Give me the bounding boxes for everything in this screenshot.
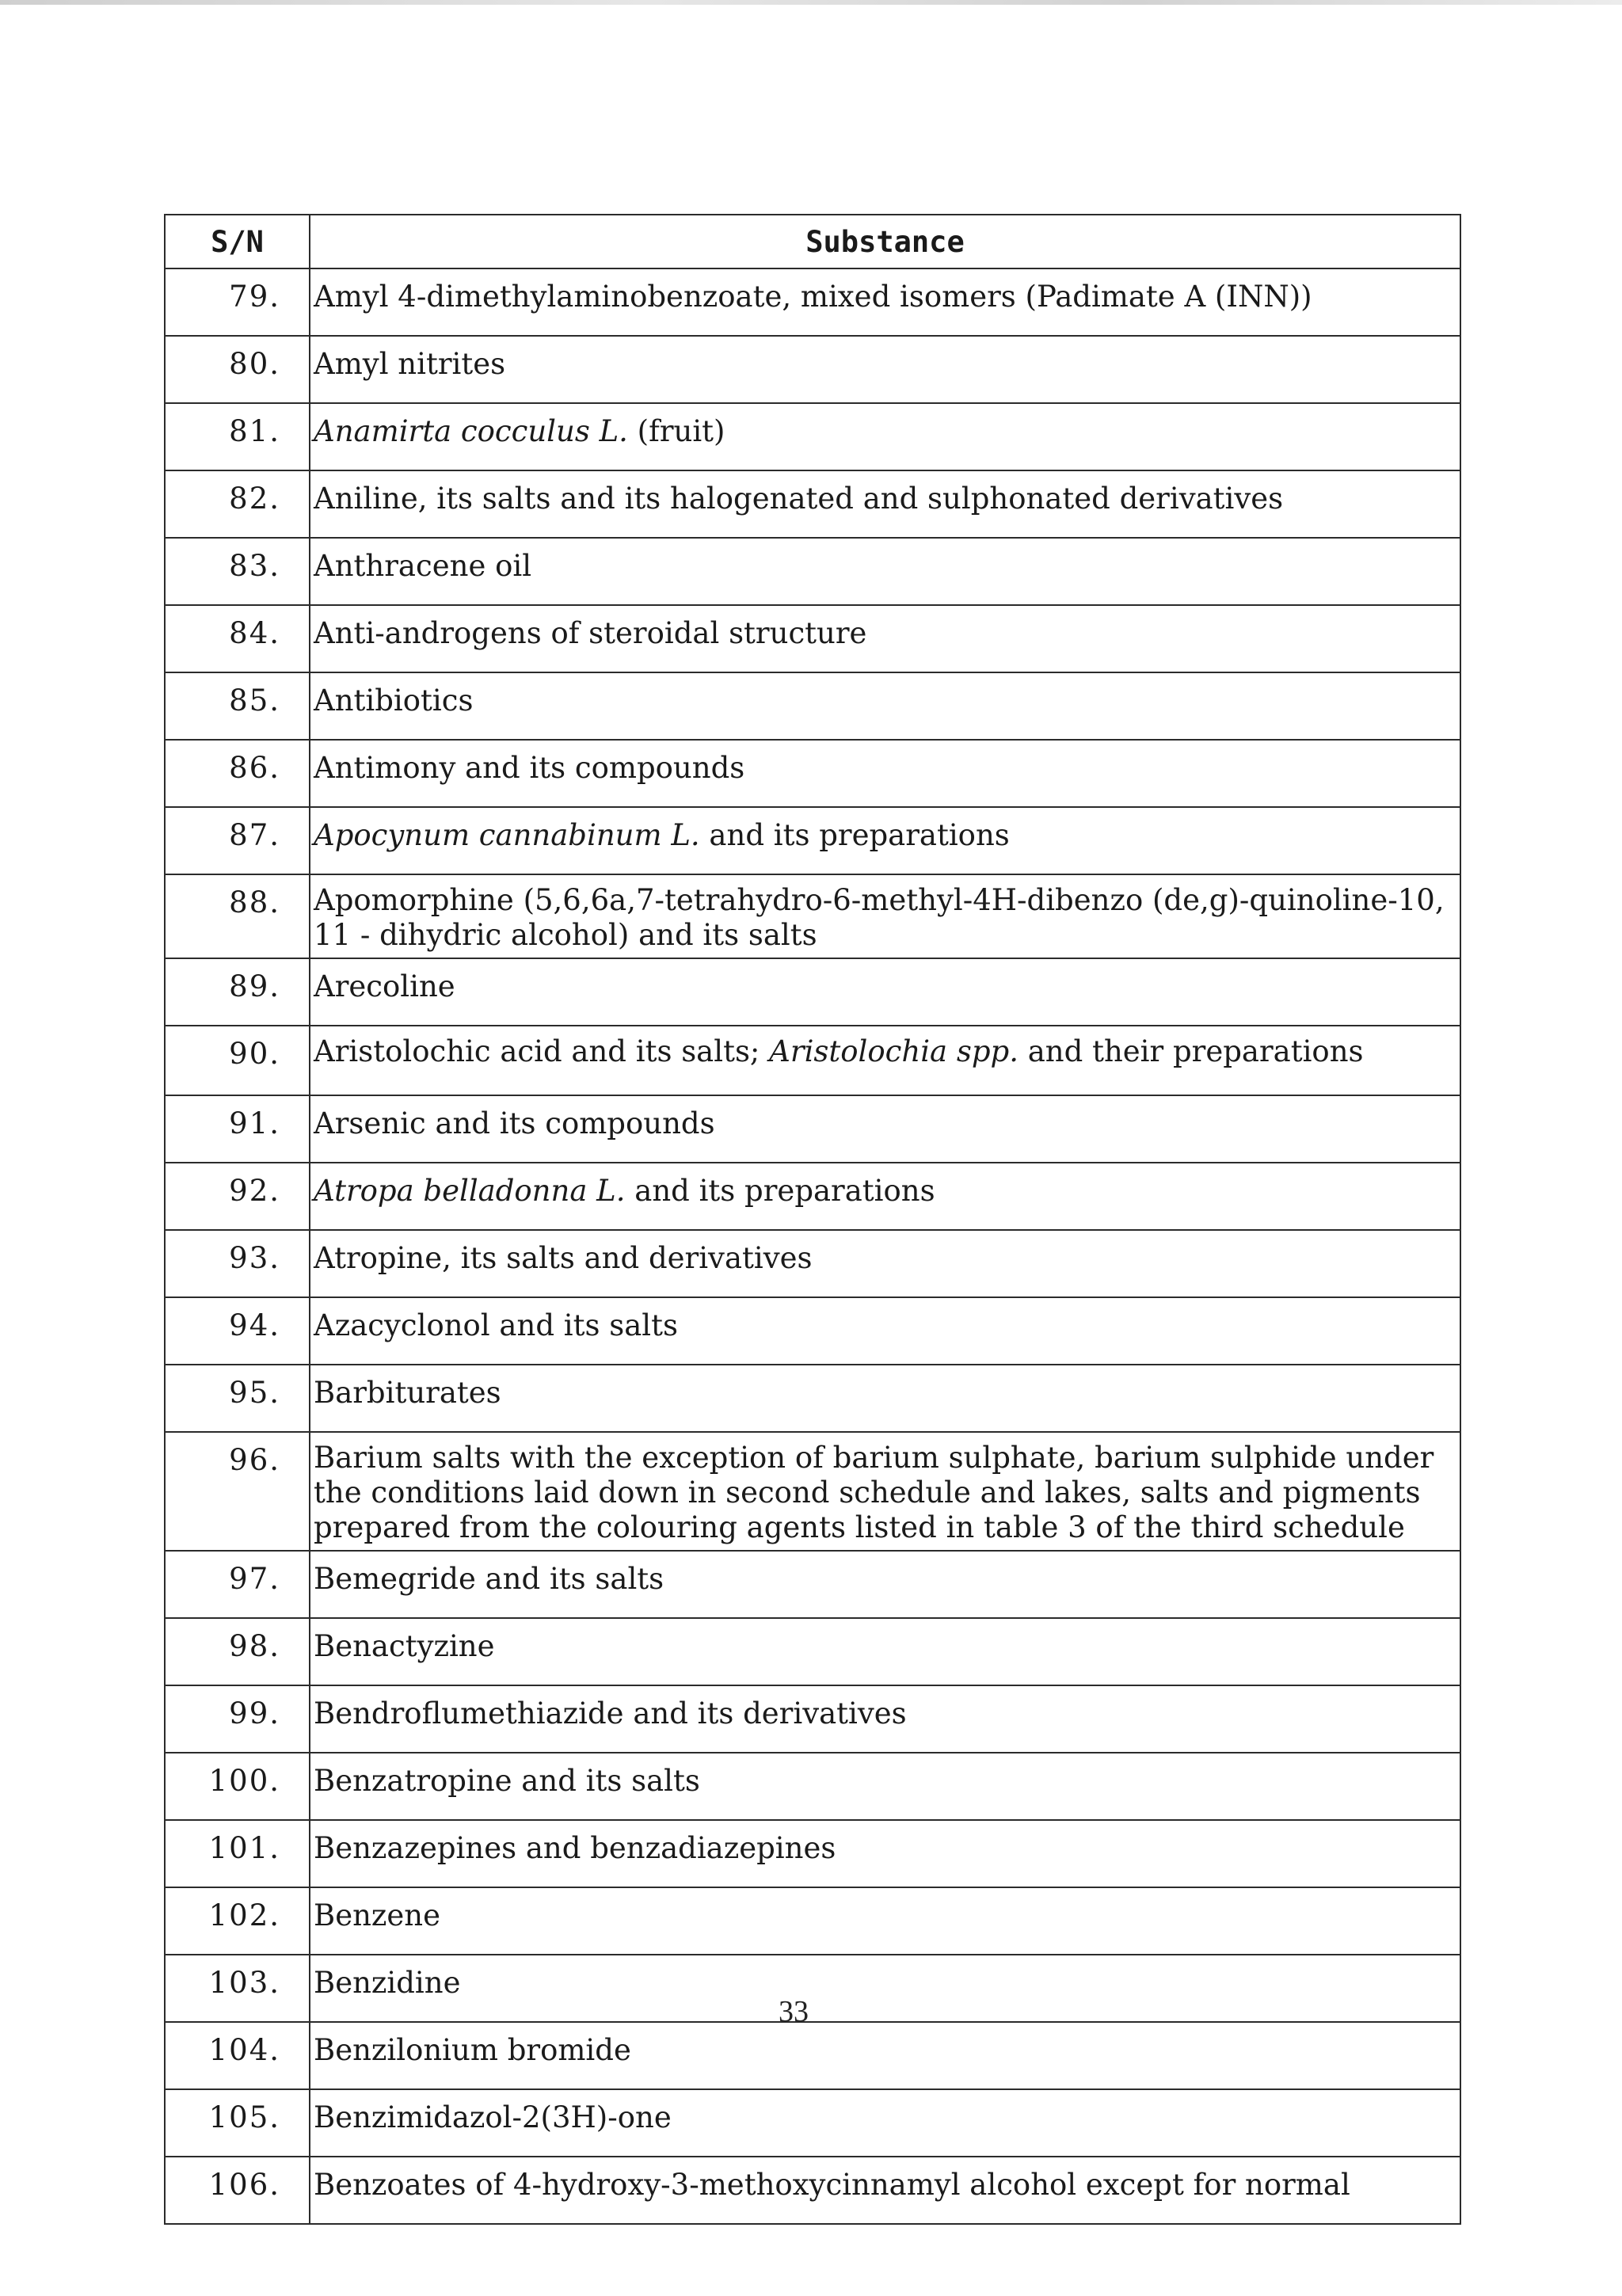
substance-text: Benactyzine — [314, 1629, 495, 1663]
substance-italic-text: Apocynum cannabinum L. — [314, 818, 700, 852]
cell-substance — [310, 2157, 1460, 2224]
cell-sn: 82. — [165, 470, 310, 538]
table-row — [165, 1618, 1460, 1685]
table-row — [165, 605, 1460, 672]
table-row — [165, 1753, 1460, 1820]
table-body — [165, 268, 1460, 2224]
cell-substance — [310, 1230, 1460, 1297]
table-row — [165, 958, 1460, 1026]
table-row — [165, 874, 1460, 958]
cell-substance — [310, 2022, 1460, 2089]
substance-text: Bemegride and its salts — [314, 1562, 664, 1596]
table-row — [165, 1365, 1460, 1432]
cell-sn: 105. — [165, 2089, 310, 2157]
substance-text: and their preparations — [1018, 1034, 1364, 1068]
cell-substance — [310, 1297, 1460, 1365]
table-row — [165, 1297, 1460, 1365]
cell-sn: 91. — [165, 1095, 310, 1163]
cell-substance — [310, 1432, 1460, 1551]
cell-sn: 93. — [165, 1230, 310, 1297]
substance-text: Benzene — [314, 1898, 441, 1932]
substance-text: Apomorphine (5,6,6a,7-tetrahydro-6-methyl-4H-dibenzo (de,g)-quinoline-10, 11 - dihydric alcohol) and its salts — [314, 883, 1445, 952]
cell-sn: 92. — [165, 1163, 310, 1230]
header-sn: S/N — [165, 215, 310, 268]
table-row — [165, 470, 1460, 538]
table-row — [165, 336, 1460, 403]
cell-sn: 88. — [165, 874, 310, 958]
substance-table-container — [164, 214, 1460, 2225]
cell-substance — [310, 538, 1460, 605]
cell-sn: 95. — [165, 1365, 310, 1432]
substance-text: Barbiturates — [314, 1376, 501, 1410]
substance-text: Azacyclonol and its salts — [314, 1308, 678, 1342]
cell-substance — [310, 740, 1460, 807]
table-row — [165, 1551, 1460, 1618]
cell-substance — [310, 1685, 1460, 1753]
table-row — [165, 1887, 1460, 1955]
substance-text: and its preparations — [625, 1174, 935, 1208]
cell-sn: 96. — [165, 1432, 310, 1551]
cell-substance — [310, 1163, 1460, 1230]
substance-text: Amyl nitrites — [314, 347, 506, 381]
cell-sn: 106. — [165, 2157, 310, 2224]
cell-sn: 100. — [165, 1753, 310, 1820]
substance-text: Amyl 4-dimethylaminobenzoate, mixed isomers (Padimate A (INN)) — [314, 280, 1312, 314]
cell-sn: 87. — [165, 807, 310, 874]
table-row — [165, 672, 1460, 740]
cell-sn: 99. — [165, 1685, 310, 1753]
table-row — [165, 1095, 1460, 1163]
cell-sn: 94. — [165, 1297, 310, 1365]
substance-text: Benzatropine and its salts — [314, 1764, 700, 1798]
substance-text: and its preparations — [699, 818, 1010, 852]
cell-substance — [310, 605, 1460, 672]
cell-sn: 83. — [165, 538, 310, 605]
substance-text: Anthracene oil — [314, 549, 532, 583]
table-row — [165, 1820, 1460, 1887]
substance-text: Barium salts with the exception of barium sulphate, barium sulphide under the conditions laid down in second schedule and lakes, salts and pigments prepared from the colouring agents listed in table 3 of the third schedule — [314, 1441, 1434, 1544]
cell-substance — [310, 672, 1460, 740]
cell-substance — [310, 403, 1460, 470]
table-row — [165, 807, 1460, 874]
cell-substance — [310, 1095, 1460, 1163]
cell-substance — [310, 336, 1460, 403]
cell-sn: 85. — [165, 672, 310, 740]
table-row — [165, 1026, 1460, 1095]
substance-text: Bendroflumethiazide and its derivatives — [314, 1696, 907, 1731]
substance-italic-text: Atropa belladonna L. — [314, 1174, 626, 1208]
page-number: 33 — [779, 1995, 809, 2028]
table-row — [165, 1163, 1460, 1230]
cell-substance — [310, 1365, 1460, 1432]
cell-sn: 98. — [165, 1618, 310, 1685]
cell-sn: 90. — [165, 1026, 310, 1095]
substance-text: (fruit) — [627, 414, 725, 448]
substance-text: Antimony and its compounds — [314, 751, 745, 785]
cell-sn: 104. — [165, 2022, 310, 2089]
substance-text: Benzilonium bromide — [314, 2033, 631, 2067]
substance-text: Aristolochic acid and its salts; — [314, 1034, 770, 1068]
table-row — [165, 1230, 1460, 1297]
substance-text: Benzimidazol-2(3H)-one — [314, 2100, 672, 2134]
scan-edge — [0, 0, 1622, 5]
table-row — [165, 2157, 1460, 2224]
table-row — [165, 1685, 1460, 1753]
table-row — [165, 740, 1460, 807]
cell-substance — [310, 470, 1460, 538]
table-row — [165, 403, 1460, 470]
cell-substance — [310, 2089, 1460, 2157]
substance-table — [164, 214, 1461, 2225]
table-row — [165, 538, 1460, 605]
cell-sn: 80. — [165, 336, 310, 403]
cell-sn: 89. — [165, 958, 310, 1026]
cell-substance — [310, 958, 1460, 1026]
cell-substance — [310, 1887, 1460, 1955]
substance-text: Arsenic and its compounds — [314, 1106, 715, 1140]
cell-sn: 84. — [165, 605, 310, 672]
substance-text: Aniline, its salts and its halogenated and sulphonated derivatives — [314, 482, 1284, 516]
table-row — [165, 1432, 1460, 1551]
table-row — [165, 268, 1460, 336]
substance-text: Anti-androgens of steroidal structure — [314, 616, 867, 650]
cell-substance — [310, 268, 1460, 336]
cell-substance — [310, 1618, 1460, 1685]
cell-substance — [310, 1753, 1460, 1820]
table-row — [165, 2089, 1460, 2157]
cell-substance — [310, 874, 1460, 958]
table-header-row — [165, 215, 1460, 268]
cell-sn: 81. — [165, 403, 310, 470]
cell-sn: 103. — [165, 1955, 310, 2022]
cell-sn: 102. — [165, 1887, 310, 1955]
substance-text: Benzazepines and benzadiazepines — [314, 1831, 836, 1865]
substance-text: Benzidine — [314, 1966, 461, 2000]
table-row — [165, 2022, 1460, 2089]
substance-text: Atropine, its salts and derivatives — [314, 1241, 813, 1275]
cell-sn: 86. — [165, 740, 310, 807]
substance-text: Antibiotics — [314, 683, 474, 718]
substance-text: Benzoates of 4-hydroxy-3-methoxycinnamyl alcohol except for normal — [314, 2168, 1350, 2202]
cell-substance — [310, 1551, 1460, 1618]
substance-italic-text: Aristolochia spp. — [769, 1034, 1019, 1068]
cell-sn: 79. — [165, 268, 310, 336]
cell-substance — [310, 807, 1460, 874]
cell-substance — [310, 1026, 1460, 1095]
cell-sn: 101. — [165, 1820, 310, 1887]
cell-sn: 97. — [165, 1551, 310, 1618]
cell-substance — [310, 1820, 1460, 1887]
substance-text: Arecoline — [314, 969, 455, 1003]
substance-italic-text: Anamirta cocculus L. — [314, 414, 628, 448]
header-substance: Substance — [310, 215, 1460, 268]
